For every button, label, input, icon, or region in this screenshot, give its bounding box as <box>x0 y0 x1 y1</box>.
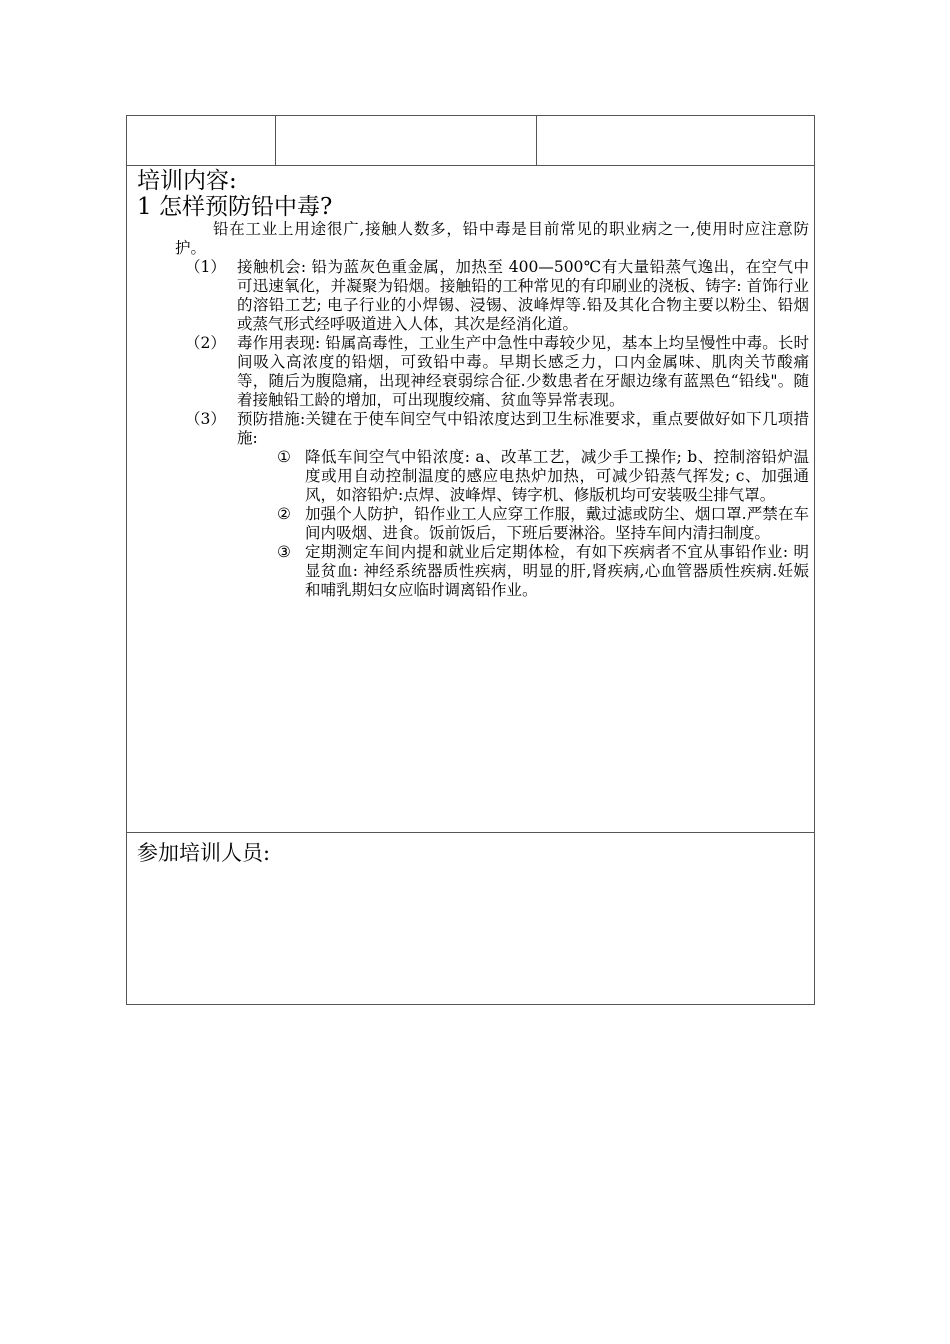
list-item <box>185 258 809 334</box>
training-content-section <box>137 168 809 600</box>
row-divider <box>127 832 814 833</box>
measure-marker: ① <box>277 448 291 466</box>
intro-paragraph: 铅在工业上用途很广,接触人数多，铅中毒是目前常见的职业病之一,使用时应注意防护。 <box>175 220 809 257</box>
list-item <box>185 334 809 410</box>
header-cell-1 <box>127 116 275 165</box>
measure-item <box>277 448 809 505</box>
measure-text: 加强个人防护，铅作业工人应穿工作服，戴过滤或防尘、烟口罩.严禁在车间内吸烟、进食。饭前饭后，下班后要淋浴。坚持车间内清扫制度。 <box>305 505 809 542</box>
list-item <box>185 410 809 448</box>
row-divider <box>127 165 814 166</box>
measure-item <box>277 505 809 543</box>
item-text: 接触机会: 铅为蓝灰色重金属，加热至 400—500℃有大量铅蒸气逸出，在空气中可迅速氧化，并凝聚为铅烟。接触铅的工种常见的有印刷业的浇板、铸字: 首饰行业的溶铅工艺; 电子行业的小焊锡、浸锡、波峰焊等.铅及其化合物主要以粉尘、铅烟或蒸气形式经呼吸道进入人体，其次是经消化道。 <box>237 258 809 333</box>
training-content-label: 培训内容: <box>137 168 237 194</box>
item-number: （1） <box>185 258 226 276</box>
measure-text: 降低车间空气中铅浓度: a、改革工艺，减少手工操作; b、控制溶铅炉温度或用自动控制温度的感应电热炉加热，可减少铅蒸气挥发; c、加强通风，如溶铅炉:点焊、波峰焊、铸字机、修版机均可安装吸尘排气罩。 <box>305 448 809 504</box>
item-number: （3） <box>185 410 226 428</box>
item-number: （2） <box>185 334 226 352</box>
header-cell-2 <box>276 116 536 165</box>
training-record-table <box>126 115 815 1005</box>
item-text: 预防措施:关键在于使车间空气中铅浓度达到卫生标准要求，重点要做好如下几项措施: <box>237 410 809 447</box>
attendees-label: 参加培训人员: <box>137 841 271 865</box>
measure-text: 定期测定车间内提和就业后定期体检，有如下疾病者不宜从事铅作业: 明显贫血: 神经系统器质性疾病，明显的肝,肾疾病,心血管器质性疾病.妊娠和哺乳期妇女应临时调离铅作业。 <box>305 543 809 599</box>
measure-marker: ③ <box>277 543 291 561</box>
item-text: 毒作用表现: 铅属高毒性，工业生产中急性中毒较少见，基本上均呈慢性中毒。长时间吸入高浓度的铅烟，可致铅中毒。早期长感乏力，口内金属味、肌肉关节酸痛等，随后为腹隐痛，出现神经衰弱综合征.少数患者在牙龈边缘有蓝黑色“铅线"。随着接触铅工龄的增加，可出现腹绞痛、贫血等异常表现。 <box>237 334 809 409</box>
measure-marker: ② <box>277 505 291 523</box>
measure-item <box>277 543 809 600</box>
header-cell-3 <box>537 116 814 165</box>
section-title: 1 怎样预防铅中毒? <box>137 194 333 220</box>
